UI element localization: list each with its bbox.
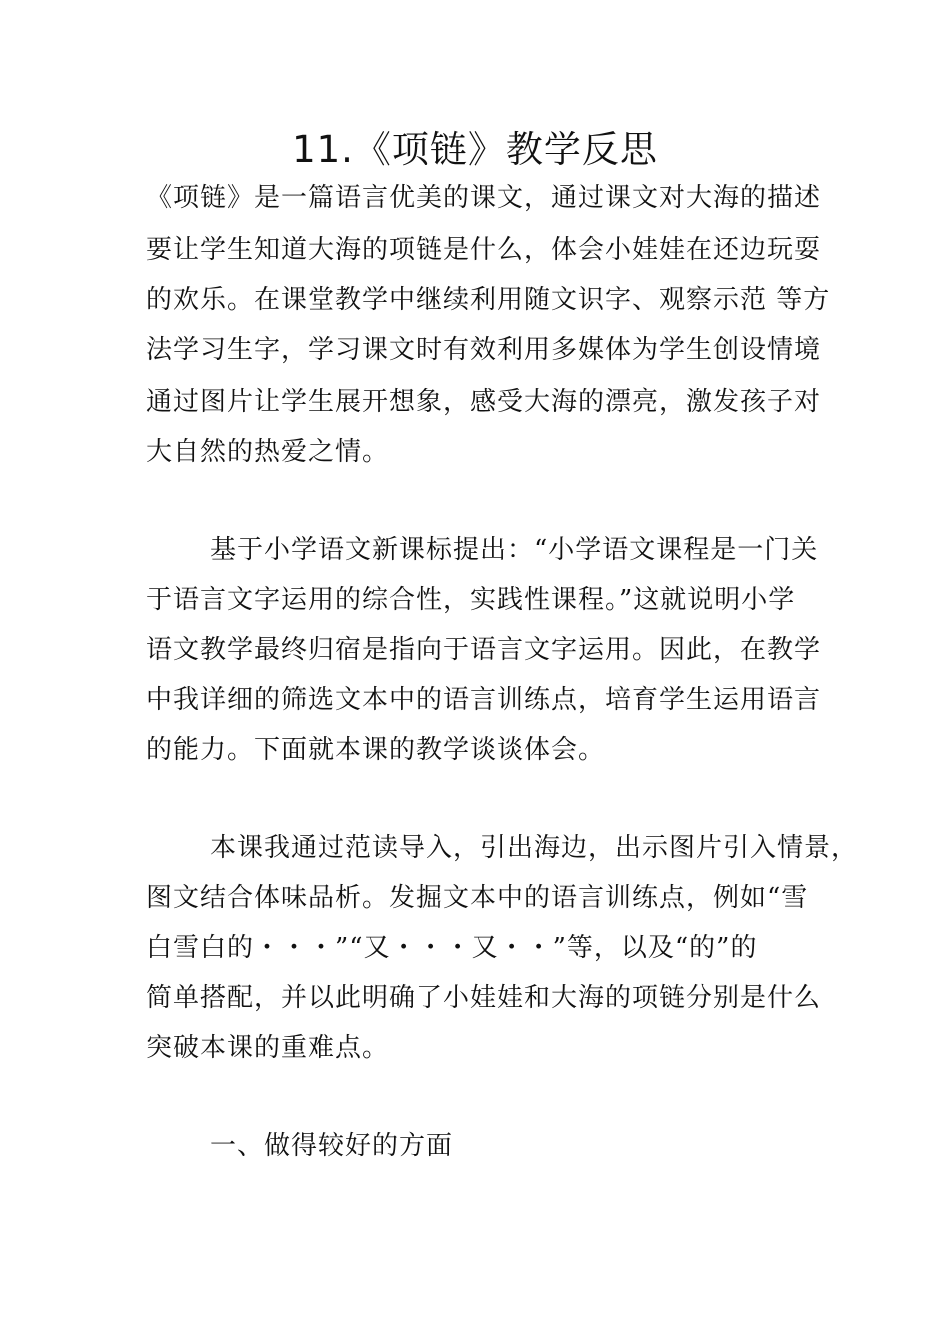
text-line: 大自然的热爱之情。 <box>146 437 390 467</box>
text-line: 的欢乐。在课堂教学中继续利用随文识字、观察示范 等方 <box>146 285 831 315</box>
section-heading: 一、做得较好的方面 <box>210 1131 454 1161</box>
text-line: 《项链》是一篇语言优美的课文，通过课文对大海的描述 <box>146 183 822 213</box>
text-line: 法学习生字，学习课文时有效利用多媒体为学生创设情境 <box>146 335 822 365</box>
text-line: 简单搭配，并以此明确了小娃娃和大海的项链分别是什么 <box>146 983 822 1013</box>
text-line: 突破本课的重难点。 <box>146 1033 390 1063</box>
text-line: 本课我通过范读导入，引出海边，出示图片引入情景， <box>210 833 859 863</box>
text-line: 图文结合体味品析。发掘文本中的语言训练点，例如“雪 <box>146 883 809 913</box>
text-line: 要让学生知道大海的项链是什么，体会小娃娃在还边玩耍 <box>146 235 822 265</box>
text-line: 语文教学最终归宿是指向于语言文字运用。因此，在教学 <box>146 635 822 665</box>
text-line: 于语言文字运用的综合性，实践性课程。”这就说明小学 <box>146 585 796 615</box>
text-line: 通过图片让学生展开想象，感受大海的漂亮，激发孩子对 <box>146 387 822 417</box>
text-line: 的能力。下面就本课的教学谈谈体会。 <box>146 735 606 765</box>
document-title: 11.《项链》教学反思 <box>292 128 658 171</box>
text-line: 白雪白的・・・”“又・・・又・・”等，以及“的”的 <box>146 933 758 963</box>
text-line: 基于小学语文新课标提出：“小学语文课程是一门关 <box>210 535 819 565</box>
text-line: 中我详细的筛选文本中的语言训练点，培育学生运用语言 <box>146 685 822 715</box>
